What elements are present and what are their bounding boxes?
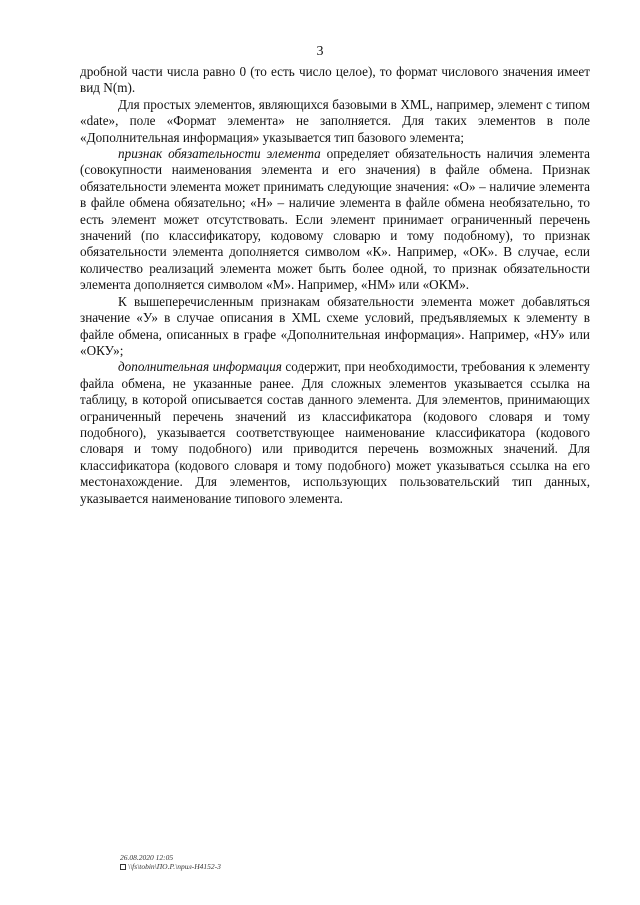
paragraph-additional-info bbox=[80, 359, 590, 507]
paragraph-fraction-continuation bbox=[80, 64, 590, 97]
footer-datetime: 26.08.2020 12:05 bbox=[120, 853, 174, 862]
footer-reference: \\fs\tobin\ПО.Р.\прил-Н4152-3 bbox=[128, 862, 221, 871]
paragraph-text: Для простых элементов, являющихся базовыми в XML, например, элемент с типом «date», поле «Формат элемента» не заполняется. Для таких элементов в поле «Дополнительная информация» указывается тип базового элемента; bbox=[80, 96, 590, 145]
paragraph-base-elements bbox=[80, 97, 590, 146]
paragraph-text: содержит, при необходимости, требования к элементу файла обмена, не указанные ранее. Для сложных элементов указывается ссылка на таблицу, в которой описывается состав данного элемента. Для элементов, принимающих ограниченный перечень значений из классификатора (кодового словаря и тому подобного), указывается соответствующее наименование классификатора (кодового словаря и тому подобного) или приводится перечень возможных значений. Для классификатора (кодового словаря и тому подобного) может указываться ссылка на его местонахождение. Для элементов, использующих пользовательский тип данных, указывается наименование типового элемента. bbox=[80, 359, 590, 506]
file-icon bbox=[120, 864, 126, 870]
page-number: 3 bbox=[316, 44, 324, 59]
paragraph-text: К вышеперечисленным признакам обязательности элемента может добавляться значение «У» в случае описания в XML схеме условий, предъявляемых к элементу в файле обмена, описанных в графе «Дополнительная информация». Например, «НУ» или «ОКУ»; bbox=[80, 293, 590, 358]
paragraph-text: определяет обязательность наличия элемента (совокупности наименования элемента и его значения) в файле обмена. Признак обязательности элемента может принимать следующие значения: «О» – наличие элемента в файле обмена обязательно; «Н» – наличие элемента в файле обмена необязательно, то есть элемент может отсутствовать. Если элемент принимает ограниченный перечень значений (по классификатору, кодовому словарю и тому подобному), то признак обязательности элемента дополняется символом «К». Например, «ОК». В случае, если количество реализаций элемента может быть более одной, то признак обязательности элемента дополняется символом «М». Например, «НМ» или «ОКМ». bbox=[80, 146, 590, 293]
term-additional-info: дополнительная информация bbox=[118, 359, 282, 375]
footer-reference-line bbox=[120, 862, 221, 871]
paragraph-condition-flag bbox=[80, 294, 590, 360]
term-required-flag: признак обязательности элемента bbox=[118, 146, 321, 162]
body-text bbox=[80, 64, 590, 507]
paragraph-text: дробной части числа равно 0 (то есть число целое), то формат числового значения имеет вид N(m). bbox=[80, 64, 590, 96]
print-footer bbox=[120, 853, 221, 871]
paragraph-required-flag bbox=[80, 146, 590, 294]
